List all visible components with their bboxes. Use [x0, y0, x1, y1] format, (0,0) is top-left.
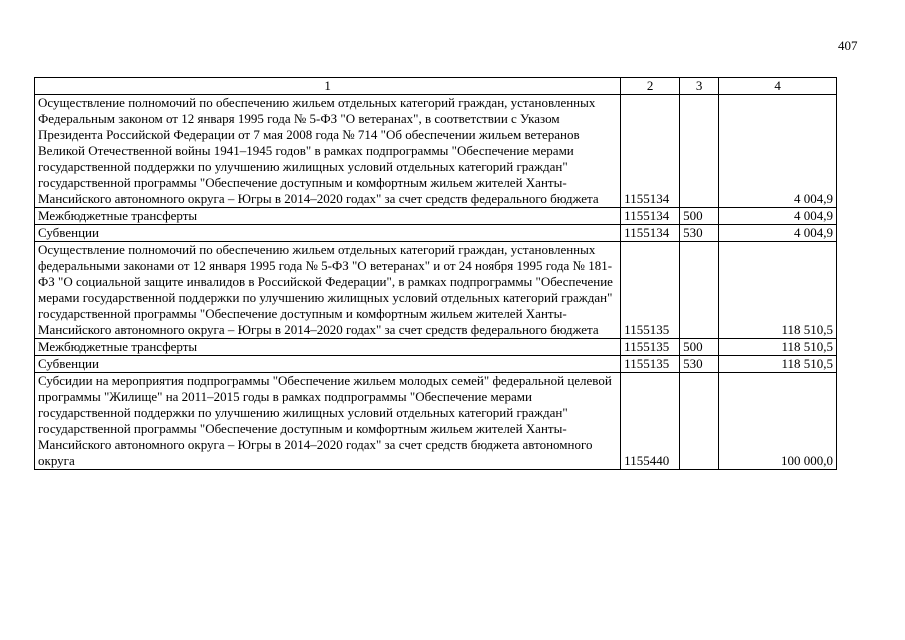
row-expense-type: 530: [680, 356, 719, 373]
table-row: [35, 225, 837, 242]
row-amount: 118 510,5: [719, 242, 837, 339]
row-target-code: 1155135: [621, 242, 680, 339]
table-row: [35, 373, 837, 470]
row-description: Субвенции: [35, 356, 621, 373]
row-description: Субсидии на мероприятия подпрограммы "Обеспечение жильем молодых семей" федеральной целевой программы "Жилище" на 2011–2015 годы в рамках подпрограммы "Обеспечение мерами государственной поддержки по улучшению жилищных условий отдельных категорий граждан" государственной программы "Обеспечение доступным и комфортным жильем жителей Ханты-Мансийского автономного округа – Югры в 2014–2020 годах" за счет средств бюджета автономного округа: [35, 373, 621, 470]
row-description: Межбюджетные трансферты: [35, 339, 621, 356]
page-number: 407: [838, 38, 858, 53]
row-target-code: 1155440: [621, 373, 680, 470]
table-row: [35, 95, 837, 208]
row-expense-type: 500: [680, 208, 719, 225]
header-cell-2: 2: [621, 78, 680, 95]
row-target-code: 1155134: [621, 225, 680, 242]
row-target-code: 1155134: [621, 208, 680, 225]
table-header-row: [35, 78, 837, 95]
row-amount: 4 004,9: [719, 95, 837, 208]
row-amount: 118 510,5: [719, 339, 837, 356]
row-description: Субвенции: [35, 225, 621, 242]
table-row: [35, 208, 837, 225]
row-amount: 100 000,0: [719, 373, 837, 470]
header-cell-3: 3: [680, 78, 719, 95]
row-target-code: 1155134: [621, 95, 680, 208]
table-row: [35, 242, 837, 339]
row-target-code: 1155135: [621, 339, 680, 356]
row-expense-type: [680, 373, 719, 470]
header-cell-4: 4: [719, 78, 837, 95]
row-expense-type: [680, 242, 719, 339]
row-target-code: 1155135: [621, 356, 680, 373]
row-amount: 4 004,9: [719, 225, 837, 242]
row-description: Осуществление полномочий по обеспечению жильем отдельных категорий граждан, установленных Федеральным законом от 12 января 1995 года № 5-ФЗ "О ветеранах", в соответствии с Указом Президента Российской Федерации от 7 мая 2008 года № 714 "Об обеспечении жильем ветеранов Великой Отечественной войны 1941–1945 годов" в рамках подпрограммы "Обеспечение мерами государственной поддержки по улучшению жилищных условий отдельных категорий граждан" государственной программы "Обеспечение доступным и комфортным жильем жителей Ханты-Мансийского автономного округа – Югры в 2014–2020 годах" за счет средств федерального бюджета: [35, 95, 621, 208]
table-row: [35, 356, 837, 373]
row-description: Осуществление полномочий по обеспечению жильем отдельных категорий граждан, установленных федеральными законами от 12 января 1995 года № 5-ФЗ "О ветеранах" и от 24 ноября 1995 года № 181-ФЗ "О социальной защите инвалидов в Российской Федерации", в рамках подпрограммы "Обеспечение мерами государственной поддержки по улучшению жилищных условий отдельных категорий граждан" государственной программы "Обеспечение доступным и комфортным жильем жителей Ханты-Мансийского автономного округа – Югры в 2014–2020 годах" за счет средств федерального бюджета: [35, 242, 621, 339]
header-cell-1: 1: [35, 78, 621, 95]
row-amount: 118 510,5: [719, 356, 837, 373]
row-amount: 4 004,9: [719, 208, 837, 225]
row-expense-type: 500: [680, 339, 719, 356]
budget-table: [34, 77, 837, 470]
table-row: [35, 339, 837, 356]
row-expense-type: 530: [680, 225, 719, 242]
row-expense-type: [680, 95, 719, 208]
row-description: Межбюджетные трансферты: [35, 208, 621, 225]
